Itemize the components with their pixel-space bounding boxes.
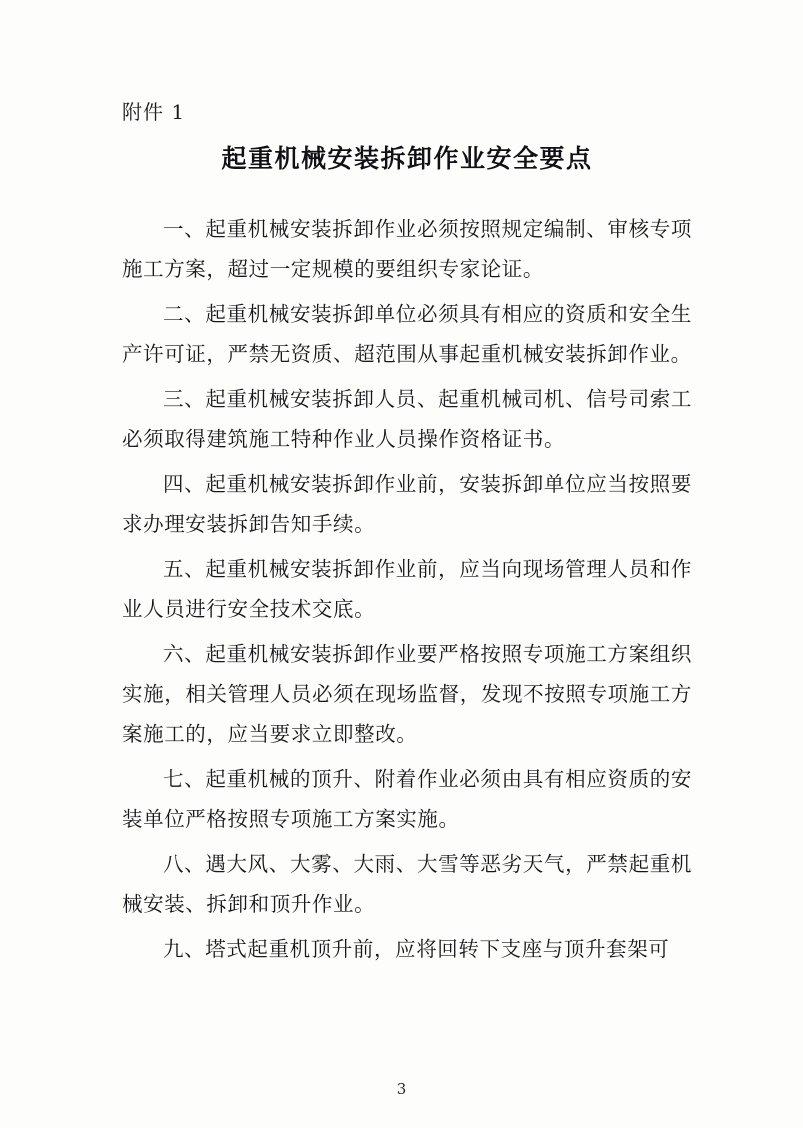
paragraph-4: 四、起重机械安装拆卸作业前，安装拆卸单位应当按照要求办理安装拆卸告知手续。 bbox=[122, 472, 692, 536]
page-number: 3 bbox=[396, 1080, 407, 1098]
paragraph-6: 六、起重机械安装拆卸作业要严格按照专项施工方案组织实施，相关管理人员必须在现场监督，发现不按照专项施工方案施工的，应当要求立即整改。 bbox=[122, 642, 692, 746]
paragraph-1: 一、起重机械安装拆卸作业必须按照规定编制、审核专项施工方案，超过一定规模的要组织专家论证。 bbox=[122, 217, 692, 281]
document-body bbox=[122, 96, 692, 974]
attachment-label: 附件 1 bbox=[122, 100, 186, 124]
paragraph-5: 五、起重机械安装拆卸作业前，应当向现场管理人员和作业人员进行安全技术交底。 bbox=[122, 557, 692, 621]
paragraph-8: 八、遇大风、大雾、大雨、大雪等恶劣天气，严禁起重机械安装、拆卸和顶升作业。 bbox=[122, 852, 692, 916]
paragraph-3: 三、起重机械安装拆卸人员、起重机械司机、信号司索工必须取得建筑施工特种作业人员操作资格证书。 bbox=[122, 387, 692, 451]
paragraph-7: 七、起重机械的顶升、附着作业必须由具有相应资质的安装单位严格按照专项施工方案实施。 bbox=[122, 767, 692, 831]
page-title: 起重机械安装拆卸作业安全要点 bbox=[221, 144, 593, 173]
paragraph-2: 二、起重机械安装拆卸单位必须具有相应的资质和安全生产许可证，严禁无资质、超范围从事起重机械安装拆卸作业。 bbox=[122, 302, 692, 366]
paragraph-9: 九、塔式起重机顶升前，应将回转下支座与顶升套架可 bbox=[163, 937, 670, 961]
